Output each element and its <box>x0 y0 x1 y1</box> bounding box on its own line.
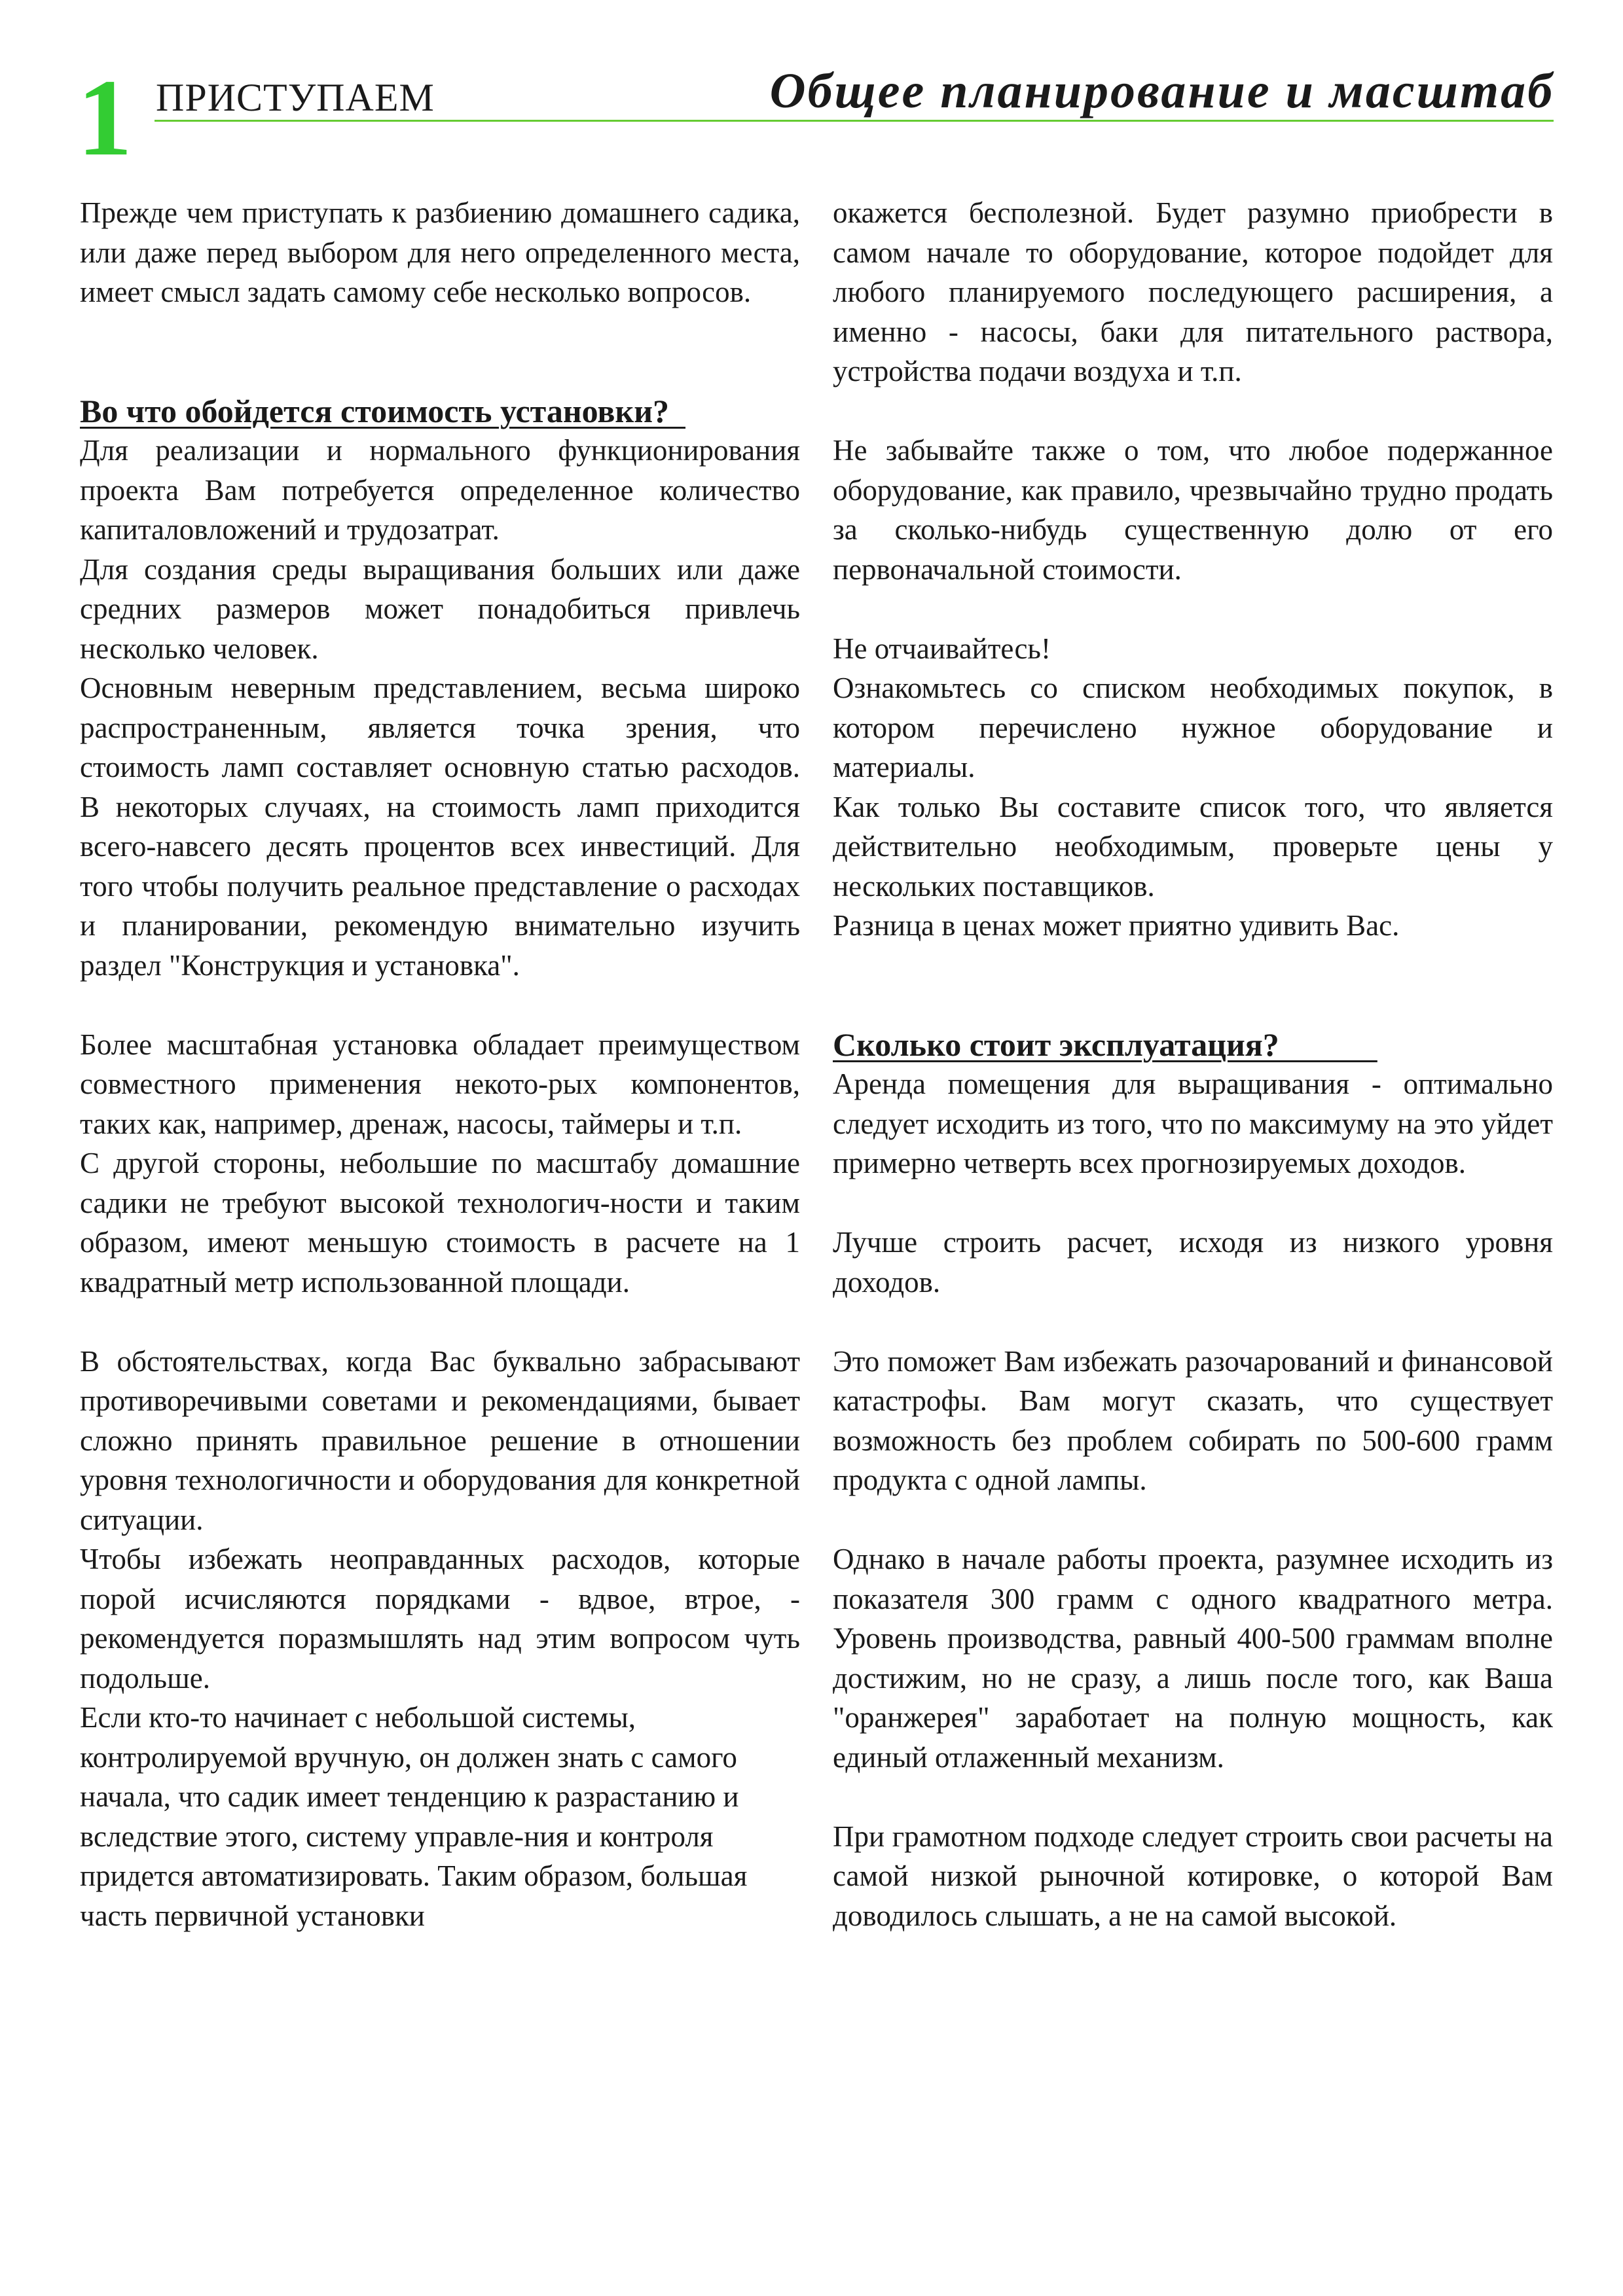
spacer <box>833 946 1553 1025</box>
operations-paragraph-3: Это поможет Вам избежать разочарований и финансовой катастрофы. Вам могут сказать, что существует возможность без проблем собирать по 500-600 грамм продукта с одной лампы. <box>833 1344 1553 1496</box>
spacer <box>833 1183 1553 1223</box>
spacer <box>80 1302 800 1342</box>
cost-paragraph-2: Для создания среды выращивания больших или даже средних размеров может понадобиться привлечь несколько человек. <box>80 552 800 665</box>
cost-paragraph-3: Основным неверным представлением, весьма широко распространенным, является точка зрения, что стоимость ламп составляет основную статью расходов. В некоторых случаях, на стоимость ламп приходится всего-навсего десять процентов всех инвестиций. Для того чтобы получить реальное представление о расходах и планировании, рекомендую внимательно изучить раздел "Конструкция и установка". <box>80 672 800 982</box>
section-label: ПРИСТУПАЕМ <box>156 76 435 119</box>
operations-paragraph-5: При грамотном подходе следует строить свои расчеты на самой низкой рыночной котировке, о которой Вам доводилось слышать, а не на самой высокой. <box>833 1820 1553 1932</box>
spacer <box>80 312 800 391</box>
operations-paragraph-2: Лучше строить расчет, исходя из низкого уровня доходов. <box>833 1226 1553 1299</box>
right-column <box>833 193 1553 1935</box>
operations-paragraph-4: Однако в начале работы проекта, разумнее исходить из показателя 300 грамм с одного квадратного метра. Уровень производства, равный 400-500 граммам вполне достижим, но не сразу, а лишь после того, как Ваша "оранжерея" заработает на полную мощность, как единый отлаженный механизм. <box>833 1543 1553 1774</box>
spacer <box>833 391 1553 431</box>
continued-paragraph-1: окажется бесполезной. Будет разумно приобрести в самом начале то оборудование, которое подойдет для любого планируемого последующего расширения, а именно - насосы, баки для питательного раствора, устройства подачи воздуха и т.п. <box>833 196 1553 387</box>
cost-paragraph-1: Для реализации и нормального функционирования проекта Вам потребуется определенное количество капиталовложений и трудозатрат. <box>80 434 800 546</box>
page-header <box>0 0 1623 179</box>
cost-paragraph-5: С другой стороны, небольшие по масштабу домашние садики не требуют высокой технологич-ности и таким образом, имеют меньшую стоимость в расчете на 1 квадратный метр использованной площади. <box>80 1147 800 1299</box>
continued-paragraph-6: Разница в ценах может приятно удивить Вас. <box>833 909 1400 942</box>
spacer <box>80 985 800 1025</box>
spacer <box>833 1500 1553 1540</box>
page-title: Общее планирование и масштаб <box>769 63 1554 118</box>
continued-paragraph-4: Ознакомьтесь со списком необходимых покупок, в котором перечислено нужное оборудование и материалы. <box>833 672 1553 783</box>
cost-paragraph-4: Более масштабная установка обладает преимуществом совместного применения некото-рых компонентов, таких как, например, дренаж, насосы, таймеры и т.п. <box>80 1028 800 1140</box>
left-column <box>80 193 800 1935</box>
operations-heading: Сколько стоит эксплуатация? <box>833 1026 1377 1063</box>
operations-paragraph-1: Аренда помещения для выращивания - оптимально следует исходить из того, что по максимуму на это уйдет примерно четверть всех прогнозируемых доходов. <box>833 1067 1553 1179</box>
header-divider <box>155 120 1554 122</box>
spacer <box>833 589 1553 629</box>
cost-paragraph-8: Если кто-то начинает с небольшой системы, контролируемой вручную, он должен знать с самого начала, что садик имеет тенденцию к разрастанию и вследствие этого, систему управле-ния и контроля придется автоматизировать. Таким образом, большая часть первичной установки <box>80 1701 748 1932</box>
cost-heading: Во что обойдется стоимость установки? <box>80 392 685 429</box>
continued-paragraph-5: Как только Вы составите список того, что является действительно необходимым, проверьте цены у нескольких поставщиков. <box>833 790 1553 903</box>
continued-paragraph-2: Не забывайте также о том, что любое подержанное оборудование, как правило, чрезвычайно трудно продать за сколько-нибудь существенную долю от его первоначальной стоимости. <box>833 434 1553 586</box>
spacer <box>833 1777 1553 1817</box>
cost-paragraph-6: В обстоятельствах, когда Вас буквально забрасывают противоречивыми советами и рекомендациями, бывает сложно принять правильное решение в отношении уровня технологичности и оборудования для конкретной ситуации. <box>80 1344 800 1536</box>
chapter-number: 1 <box>77 57 132 179</box>
spacer <box>833 1302 1553 1342</box>
intro-paragraph: Прежде чем приступать к разбиению домашнего садика, или даже перед выбором для него определенного места, имеет смысл задать самому себе несколько вопросов. <box>80 196 800 308</box>
cost-paragraph-7: Чтобы избежать неоправданных расходов, которые порой исчисляются порядками - вдвое, втрое, - рекомендуется поразмышлять над этим вопросом чуть подольше. <box>80 1543 800 1695</box>
continued-paragraph-3: Не отчаивайтесь! <box>833 632 1051 665</box>
